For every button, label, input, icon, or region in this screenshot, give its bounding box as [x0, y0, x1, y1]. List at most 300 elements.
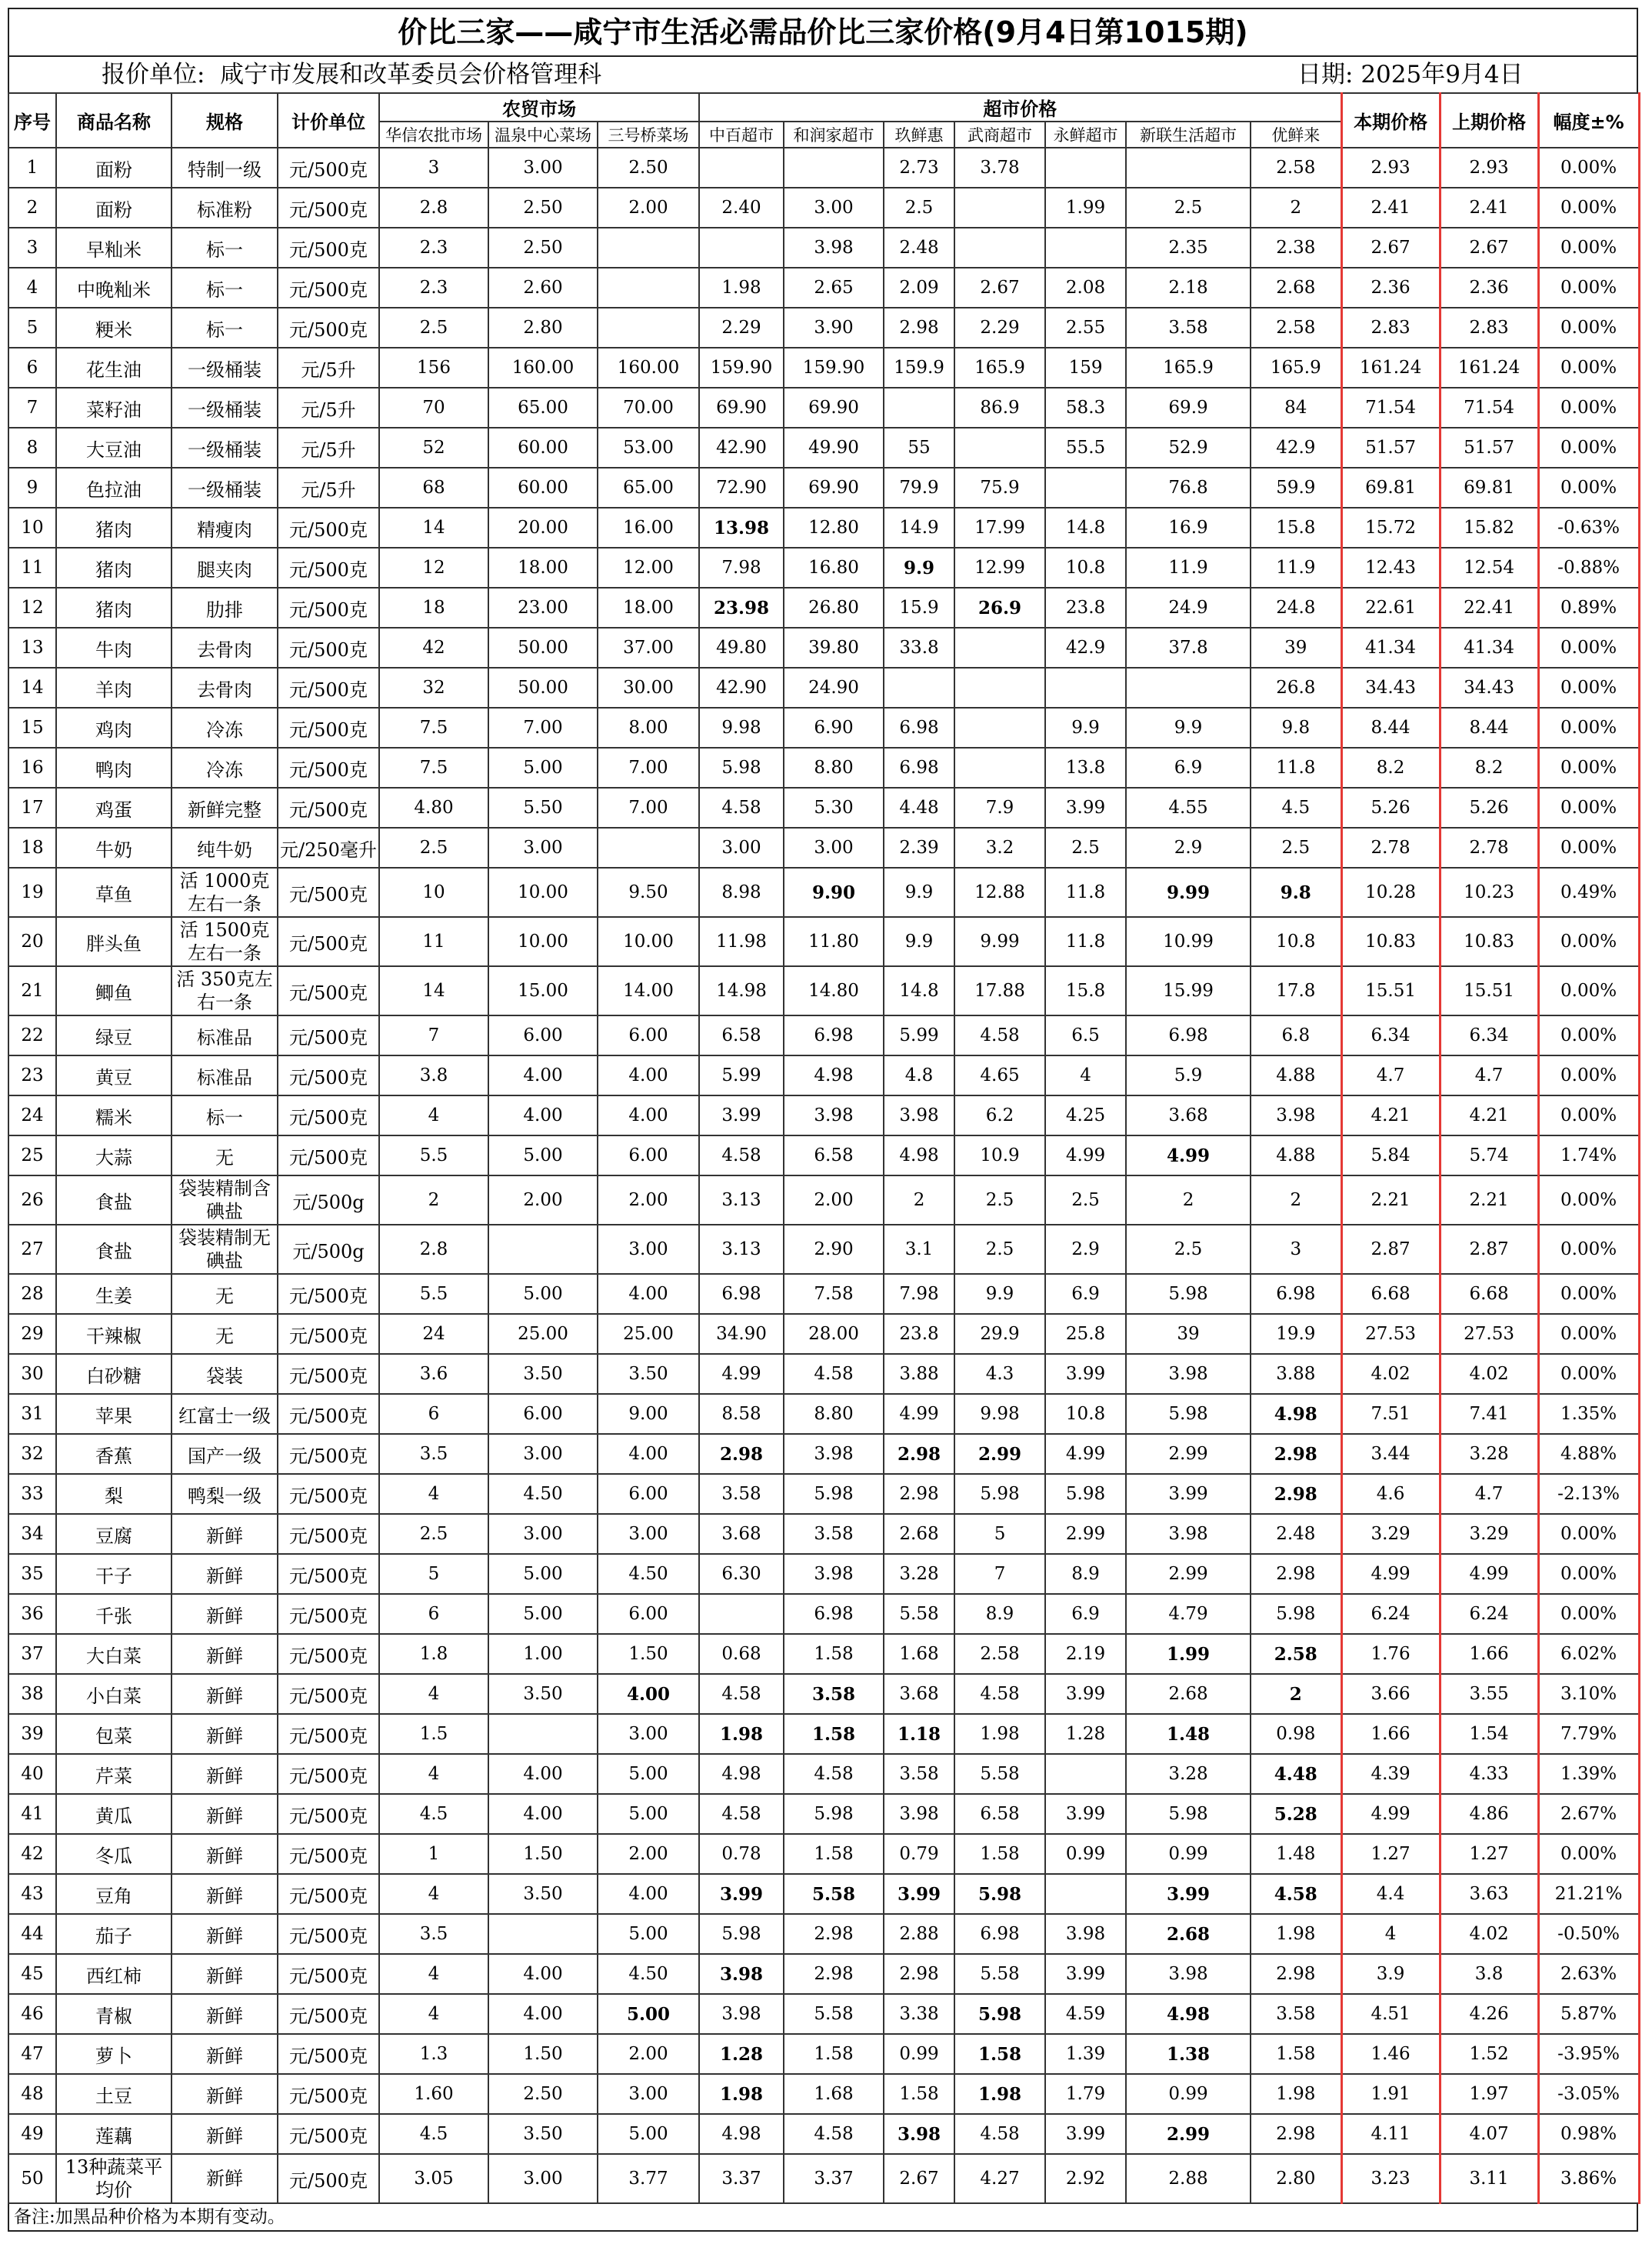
row-seq: 30	[8, 1354, 56, 1394]
market-price: 1.50	[488, 2034, 598, 2074]
supermarket-price: 9.90	[784, 868, 884, 917]
supermarket-price: 11.9	[1251, 548, 1341, 588]
row-unit: 元/500克	[278, 748, 379, 788]
supermarket-price	[1045, 228, 1126, 268]
supermarket-price: 3.99	[1045, 788, 1126, 828]
supermarket-price: 2.9	[1045, 1225, 1126, 1274]
market-price: 3.00	[598, 1714, 699, 1754]
supermarket-price: 2.35	[1126, 228, 1251, 268]
row-seq: 23	[8, 1055, 56, 1095]
table-row	[8, 508, 1639, 548]
market-price: 4	[379, 1474, 488, 1514]
row-seq: 20	[8, 917, 56, 966]
market-price: 3.5	[379, 1914, 488, 1954]
market-price: 60.00	[488, 428, 598, 468]
market-price: 5.00	[488, 1554, 598, 1594]
supermarket-price: 2.5	[954, 1175, 1045, 1225]
supermarket-price: 42.9	[1251, 428, 1341, 468]
supermarket-price: 4.58	[784, 1754, 884, 1794]
supermarket-price: 15.9	[884, 588, 954, 628]
change-percent: 0.00%	[1538, 628, 1639, 668]
supermarket-price: 29.9	[954, 1314, 1045, 1354]
supermarket-price	[784, 148, 884, 188]
current-price: 2.67	[1341, 228, 1440, 268]
row-name: 色拉油	[56, 468, 172, 508]
supermarket-price: 159	[1045, 348, 1126, 388]
change-percent: 0.00%	[1538, 748, 1639, 788]
row-name: 猪肉	[56, 548, 172, 588]
supermarket-price: 4.58	[784, 2114, 884, 2154]
supermarket-price: 4.79	[1126, 1594, 1251, 1634]
previous-price: 4.02	[1440, 1914, 1538, 1954]
row-name: 苹果	[56, 1394, 172, 1434]
supermarket-price: 4.58	[1251, 1874, 1341, 1914]
row-seq: 47	[8, 2034, 56, 2074]
supermarket-price: 1.98	[954, 1714, 1045, 1754]
supermarket-price: 11.98	[699, 917, 784, 966]
table-row	[8, 1055, 1639, 1095]
supermarket-price: 3.38	[884, 1994, 954, 2034]
supermarket-price: 2	[1251, 1175, 1341, 1225]
row-name: 豆角	[56, 1874, 172, 1914]
supermarket-price: 10.8	[1045, 548, 1126, 588]
supermarket-price: 2.68	[1126, 1914, 1251, 1954]
header-unit: 计价单位	[278, 93, 379, 148]
supermarket-price	[954, 628, 1045, 668]
supermarket-price: 6.9	[1045, 1594, 1126, 1634]
market-price: 2.5	[379, 308, 488, 348]
change-percent: -0.88%	[1538, 548, 1639, 588]
header-previous: 上期价格	[1440, 93, 1538, 148]
market-price: 3.00	[488, 828, 598, 868]
supermarket-price: 3.00	[699, 828, 784, 868]
row-spec: 一级桶装	[172, 428, 278, 468]
market-price: 3	[379, 148, 488, 188]
row-unit: 元/500克	[278, 788, 379, 828]
supermarket-price: 2.5	[954, 1225, 1045, 1274]
report-unit	[102, 57, 601, 92]
market-price: 3.6	[379, 1354, 488, 1394]
previous-price: 4.99	[1440, 1554, 1538, 1594]
market-price: 5.00	[488, 1135, 598, 1175]
row-unit: 元/500g	[278, 1225, 379, 1274]
row-unit: 元/500克	[278, 1314, 379, 1354]
current-price: 1.46	[1341, 2034, 1440, 2074]
supermarket-price	[699, 1594, 784, 1634]
supermarket-price: 5.98	[699, 1914, 784, 1954]
previous-price: 69.81	[1440, 468, 1538, 508]
previous-price: 6.68	[1440, 1274, 1538, 1314]
row-seq: 40	[8, 1754, 56, 1794]
market-price: 23.00	[488, 588, 598, 628]
table-row	[8, 917, 1639, 966]
supermarket-price: 9.98	[699, 708, 784, 748]
supermarket-price: 59.9	[1251, 468, 1341, 508]
market-price: 70.00	[598, 388, 699, 428]
row-spec: 新鲜	[172, 2154, 278, 2203]
supermarket-price: 2.68	[1126, 1674, 1251, 1714]
report-date-label: 日期:	[1297, 61, 1354, 88]
row-spec: 新鲜	[172, 2034, 278, 2074]
current-price: 34.43	[1341, 668, 1440, 708]
row-seq: 37	[8, 1634, 56, 1674]
header-supermarket: 玖鲜惠	[884, 122, 954, 148]
table-row	[8, 628, 1639, 668]
table-row	[8, 388, 1639, 428]
supermarket-price: 25.8	[1045, 1314, 1126, 1354]
supermarket-price: 4.59	[1045, 1994, 1126, 2034]
supermarket-price: 2.18	[1126, 268, 1251, 308]
row-unit: 元/500克	[278, 966, 379, 1015]
supermarket-price: 2.88	[884, 1914, 954, 1954]
row-name: 食盐	[56, 1225, 172, 1274]
row-seq: 44	[8, 1914, 56, 1954]
supermarket-price: 159.9	[884, 348, 954, 388]
supermarket-price: 3.98	[784, 1434, 884, 1474]
row-seq: 14	[8, 668, 56, 708]
row-unit: 元/500克	[278, 1434, 379, 1474]
supermarket-price: 4.48	[884, 788, 954, 828]
row-spec: 冷冻	[172, 708, 278, 748]
row-seq: 49	[8, 2114, 56, 2154]
supermarket-price: 5.98	[784, 1794, 884, 1834]
market-price: 65.00	[488, 388, 598, 428]
supermarket-price: 6.58	[954, 1794, 1045, 1834]
market-price: 5.00	[598, 1994, 699, 2034]
row-spec: 新鲜	[172, 2114, 278, 2154]
supermarket-price: 9.9	[884, 917, 954, 966]
previous-price: 3.28	[1440, 1434, 1538, 1474]
previous-price: 4.26	[1440, 1994, 1538, 2034]
supermarket-price: 2	[1251, 188, 1341, 228]
supermarket-price: 3.13	[699, 1175, 784, 1225]
row-unit: 元/500克	[278, 1474, 379, 1514]
row-spec: 标一	[172, 1095, 278, 1135]
supermarket-price: 3.88	[884, 1354, 954, 1394]
market-price: 1	[379, 1834, 488, 1874]
supermarket-price: 5.28	[1251, 1794, 1341, 1834]
supermarket-price: 1.98	[699, 2074, 784, 2114]
table-row	[8, 1474, 1639, 1514]
supermarket-price: 75.9	[954, 468, 1045, 508]
supermarket-price: 5.99	[884, 1015, 954, 1055]
supermarket-price: 2.09	[884, 268, 954, 308]
row-spec: 袋装精制含碘盐	[172, 1175, 278, 1225]
market-price: 52	[379, 428, 488, 468]
supermarket-price: 8.98	[699, 868, 784, 917]
change-percent: 0.00%	[1538, 468, 1639, 508]
market-price: 4.00	[598, 1874, 699, 1914]
row-name: 干子	[56, 1554, 172, 1594]
supermarket-price: 8.58	[699, 1394, 784, 1434]
market-price: 3.00	[488, 1514, 598, 1554]
row-unit: 元/500克	[278, 1714, 379, 1754]
market-price: 4.00	[598, 1055, 699, 1095]
table-row	[8, 1175, 1639, 1225]
change-percent: 0.00%	[1538, 966, 1639, 1015]
supermarket-price: 12.88	[954, 868, 1045, 917]
market-price: 3.00	[598, 2074, 699, 2114]
table-row	[8, 1594, 1639, 1634]
supermarket-price: 4.58	[954, 1015, 1045, 1055]
market-price: 53.00	[598, 428, 699, 468]
supermarket-price: 4.58	[699, 1794, 784, 1834]
row-name: 鲫鱼	[56, 966, 172, 1015]
supermarket-price: 37.8	[1126, 628, 1251, 668]
supermarket-price: 6.58	[784, 1135, 884, 1175]
market-price: 3.00	[488, 1434, 598, 1474]
current-price: 5.84	[1341, 1135, 1440, 1175]
change-percent: 0.00%	[1538, 268, 1639, 308]
supermarket-price: 1.48	[1126, 1714, 1251, 1754]
supermarket-price: 9.8	[1251, 868, 1341, 917]
current-price: 3.23	[1341, 2154, 1440, 2203]
supermarket-price: 2.73	[884, 148, 954, 188]
change-percent: 0.00%	[1538, 348, 1639, 388]
supermarket-price: 84	[1251, 388, 1341, 428]
market-price: 30.00	[598, 668, 699, 708]
supermarket-price: 2.90	[784, 1225, 884, 1274]
supermarket-price	[954, 188, 1045, 228]
row-spec: 活 1500克左右一条	[172, 917, 278, 966]
previous-price: 2.21	[1440, 1175, 1538, 1225]
row-spec: 新鲜	[172, 1714, 278, 1754]
table-row	[8, 748, 1639, 788]
row-unit: 元/500克	[278, 1754, 379, 1794]
market-price: 10.00	[488, 917, 598, 966]
row-name: 土豆	[56, 2074, 172, 2114]
supermarket-price: 165.9	[1126, 348, 1251, 388]
row-spec: 新鲜完整	[172, 788, 278, 828]
market-price: 3.00	[598, 1514, 699, 1554]
row-spec: 新鲜	[172, 1834, 278, 1874]
header-super-group: 超市价格	[699, 93, 1341, 122]
supermarket-price: 2.48	[1251, 1514, 1341, 1554]
row-name: 黄豆	[56, 1055, 172, 1095]
market-price: 5.5	[379, 1274, 488, 1314]
change-percent: 0.00%	[1538, 188, 1639, 228]
current-price: 4.99	[1341, 1794, 1440, 1834]
market-price	[598, 828, 699, 868]
market-price: 3.05	[379, 2154, 488, 2203]
supermarket-price: 3	[1251, 1225, 1341, 1274]
previous-price: 1.66	[1440, 1634, 1538, 1674]
current-price: 6.68	[1341, 1274, 1440, 1314]
row-seq: 2	[8, 188, 56, 228]
change-percent: 1.35%	[1538, 1394, 1639, 1434]
supermarket-price: 9.8	[1251, 708, 1341, 748]
row-spec: 腿夹肉	[172, 548, 278, 588]
supermarket-price: 3.99	[1126, 1474, 1251, 1514]
supermarket-price: 19.9	[1251, 1314, 1341, 1354]
current-price: 5.26	[1341, 788, 1440, 828]
change-percent: 0.00%	[1538, 1834, 1639, 1874]
row-seq: 50	[8, 2154, 56, 2203]
supermarket-price: 3.58	[1126, 308, 1251, 348]
row-name: 小白菜	[56, 1674, 172, 1714]
row-seq: 29	[8, 1314, 56, 1354]
supermarket-price: 15.99	[1126, 966, 1251, 1015]
row-name: 菜籽油	[56, 388, 172, 428]
supermarket-price: 3.98	[884, 1095, 954, 1135]
supermarket-price: 23.98	[699, 588, 784, 628]
row-unit: 元/500克	[278, 1554, 379, 1594]
supermarket-price: 4.88	[1251, 1055, 1341, 1095]
row-seq: 15	[8, 708, 56, 748]
supermarket-price: 2.68	[1251, 268, 1341, 308]
supermarket-price: 1.99	[1045, 188, 1126, 228]
supermarket-price: 3.98	[1126, 1354, 1251, 1394]
header-supermarket: 中百超市	[699, 122, 784, 148]
row-spec: 活 1000克左右一条	[172, 868, 278, 917]
supermarket-price: 4.99	[884, 1394, 954, 1434]
supermarket-price	[954, 708, 1045, 748]
change-percent: 0.00%	[1538, 1354, 1639, 1394]
current-price: 1.76	[1341, 1634, 1440, 1674]
supermarket-price: 15.8	[1251, 508, 1341, 548]
supermarket-price: 3.99	[1126, 1874, 1251, 1914]
previous-price: 6.24	[1440, 1594, 1538, 1634]
supermarket-price: 4.58	[699, 1674, 784, 1714]
row-spec: 鸭梨一级	[172, 1474, 278, 1514]
supermarket-price: 1.58	[884, 2074, 954, 2114]
table-row	[8, 1274, 1639, 1314]
supermarket-price: 3.13	[699, 1225, 784, 1274]
market-price: 7	[379, 1015, 488, 1055]
market-price: 4	[379, 1754, 488, 1794]
supermarket-price: 17.88	[954, 966, 1045, 1015]
change-percent: 3.10%	[1538, 1674, 1639, 1714]
supermarket-price: 2.08	[1045, 268, 1126, 308]
supermarket-price: 4.99	[699, 1354, 784, 1394]
supermarket-price: 5.98	[954, 1874, 1045, 1914]
row-name: 面粉	[56, 188, 172, 228]
current-price: 3.44	[1341, 1434, 1440, 1474]
supermarket-price: 3.37	[699, 2154, 784, 2203]
supermarket-price: 3.98	[884, 2114, 954, 2154]
market-price: 1.5	[379, 1714, 488, 1754]
market-price: 5.00	[488, 1274, 598, 1314]
row-spec: 新鲜	[172, 1994, 278, 2034]
supermarket-price: 3.2	[954, 828, 1045, 868]
supermarket-price: 5.98	[954, 1994, 1045, 2034]
previous-price: 71.54	[1440, 388, 1538, 428]
market-price: 15.00	[488, 966, 598, 1015]
market-price: 7.5	[379, 708, 488, 748]
market-price: 3.50	[488, 2114, 598, 2154]
supermarket-price: 4.48	[1251, 1754, 1341, 1794]
supermarket-price: 2.39	[884, 828, 954, 868]
supermarket-price: 2.67	[954, 268, 1045, 308]
header-market: 华信农批市场	[379, 122, 488, 148]
supermarket-price: 2.98	[784, 1914, 884, 1954]
supermarket-price: 1.98	[699, 1714, 784, 1754]
market-price: 3.50	[488, 1674, 598, 1714]
supermarket-price: 76.8	[1126, 468, 1251, 508]
supermarket-price: 17.8	[1251, 966, 1341, 1015]
supermarket-price: 23.8	[1045, 588, 1126, 628]
supermarket-price: 5.58	[884, 1594, 954, 1634]
supermarket-price: 1.28	[1045, 1714, 1126, 1754]
supermarket-price: 1.79	[1045, 2074, 1126, 2114]
supermarket-price: 4.8	[884, 1055, 954, 1095]
supermarket-price: 1.68	[784, 2074, 884, 2114]
market-price: 4.00	[488, 1994, 598, 2034]
supermarket-price: 28.00	[784, 1314, 884, 1354]
price-rows	[8, 148, 1639, 2203]
row-unit: 元/500克	[278, 917, 379, 966]
supermarket-price: 2.5	[1045, 1175, 1126, 1225]
table-row	[8, 1135, 1639, 1175]
supermarket-price: 9.9	[954, 1274, 1045, 1314]
supermarket-price: 4.88	[1251, 1135, 1341, 1175]
supermarket-price: 4.27	[954, 2154, 1045, 2203]
supermarket-price: 6.9	[1045, 1274, 1126, 1314]
supermarket-price: 4.98	[1251, 1394, 1341, 1434]
market-price: 2.3	[379, 228, 488, 268]
supermarket-price: 2.98	[884, 1474, 954, 1514]
header-supermarket: 新联生活超市	[1126, 122, 1251, 148]
supermarket-price: 5.9	[1126, 1055, 1251, 1095]
supermarket-price: 3.98	[699, 1994, 784, 2034]
row-unit: 元/500克	[278, 588, 379, 628]
row-name: 大豆油	[56, 428, 172, 468]
row-seq: 24	[8, 1095, 56, 1135]
row-seq: 27	[8, 1225, 56, 1274]
market-price: 11	[379, 917, 488, 966]
supermarket-price: 2.98	[1251, 1474, 1341, 1514]
supermarket-price: 4.58	[784, 1354, 884, 1394]
previous-price: 2.78	[1440, 828, 1538, 868]
supermarket-price: 3.98	[1126, 1514, 1251, 1554]
supermarket-price: 159.90	[784, 348, 884, 388]
row-spec: 一级桶装	[172, 348, 278, 388]
supermarket-price: 4.99	[1045, 1135, 1126, 1175]
previous-price: 1.97	[1440, 2074, 1538, 2114]
previous-price: 2.36	[1440, 268, 1538, 308]
supermarket-price: 2.98	[1251, 1954, 1341, 1994]
supermarket-price: 5	[954, 1514, 1045, 1554]
row-seq: 32	[8, 1434, 56, 1474]
row-name: 莲藕	[56, 2114, 172, 2154]
market-price: 18.00	[488, 548, 598, 588]
supermarket-price	[1045, 1874, 1126, 1914]
row-seq: 21	[8, 966, 56, 1015]
previous-price: 41.34	[1440, 628, 1538, 668]
supermarket-price: 13.8	[1045, 748, 1126, 788]
table-row	[8, 1914, 1639, 1954]
supermarket-price: 2.67	[884, 2154, 954, 2203]
supermarket-price: 7.9	[954, 788, 1045, 828]
supermarket-price: 6.98	[699, 1274, 784, 1314]
row-seq: 48	[8, 2074, 56, 2114]
supermarket-price: 0.68	[699, 1634, 784, 1674]
market-price: 4.80	[379, 788, 488, 828]
supermarket-price: 6.30	[699, 1554, 784, 1594]
change-percent: 4.88%	[1538, 1434, 1639, 1474]
row-seq: 34	[8, 1514, 56, 1554]
row-spec: 新鲜	[172, 2074, 278, 2114]
market-price: 2.50	[488, 228, 598, 268]
supermarket-price: 10.9	[954, 1135, 1045, 1175]
supermarket-price: 5.98	[1126, 1794, 1251, 1834]
row-name: 冬瓜	[56, 1834, 172, 1874]
header-supermarket: 优鲜来	[1251, 122, 1341, 148]
row-seq: 25	[8, 1135, 56, 1175]
supermarket-price: 3.00	[784, 828, 884, 868]
previous-price: 4.86	[1440, 1794, 1538, 1834]
supermarket-price: 3.99	[1045, 1674, 1126, 1714]
